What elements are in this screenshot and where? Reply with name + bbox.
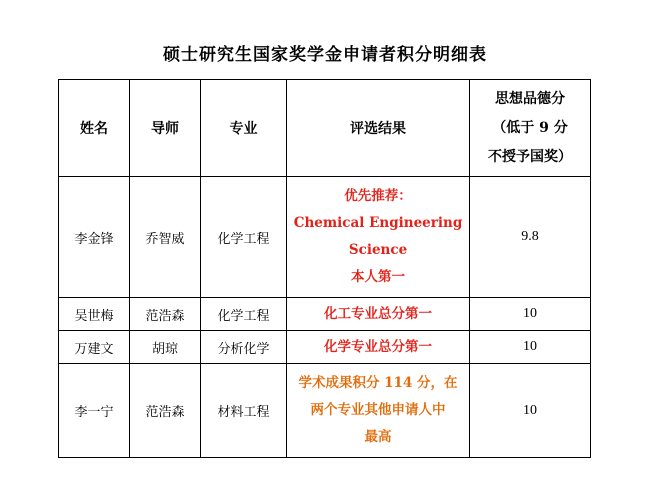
- cell-advisor: 范浩森: [130, 298, 201, 331]
- table-row: [59, 177, 591, 298]
- cell-name: 吴世梅: [59, 298, 130, 331]
- cell-advisor: 乔智威: [130, 177, 201, 298]
- table-row: [59, 331, 591, 364]
- result-line: Science: [348, 242, 408, 258]
- header-major: 专业: [201, 80, 287, 177]
- header-result: 评选结果: [287, 80, 470, 177]
- header-row: [59, 80, 591, 177]
- cell-result: [287, 298, 470, 331]
- cell-score: 10: [470, 298, 591, 331]
- header-advisor: 导师: [130, 80, 201, 177]
- cell-result: [287, 177, 470, 298]
- cell-name: 李金锋: [59, 177, 130, 298]
- cell-name: 万建文: [59, 331, 130, 364]
- cell-advisor: 胡琼: [130, 331, 201, 364]
- header-score-line: 思想品德分: [495, 90, 565, 107]
- cell-advisor: 范浩森: [130, 364, 201, 458]
- cell-major: 材料工程: [201, 364, 287, 458]
- cell-score: 10: [470, 331, 591, 364]
- result-line: 本人第一: [351, 269, 405, 285]
- cell-major: 化学工程: [201, 177, 287, 298]
- table-row: [59, 298, 591, 331]
- cell-result: [287, 364, 470, 458]
- cell-score: 10: [470, 364, 591, 458]
- cell-major: 化学工程: [201, 298, 287, 331]
- table-row: [59, 364, 591, 458]
- header-name: 姓名: [59, 80, 130, 177]
- result-line: 化学专业总分第一: [324, 338, 432, 355]
- header-score-line: 不授予国奖）: [488, 148, 572, 165]
- result-line: 优先推荐：: [344, 188, 412, 204]
- result-line: 最高: [364, 429, 392, 445]
- result-line: 化工专业总分第一: [324, 305, 432, 322]
- page-title: 硕士研究生国家奖学金申请者积分明细表: [163, 45, 487, 65]
- result-line: 学术成果积分 114 分，在: [298, 375, 458, 391]
- cell-name: 李一宁: [59, 364, 130, 458]
- score-table: [58, 79, 591, 458]
- cell-result: [287, 331, 470, 364]
- cell-major: 分析化学: [201, 331, 287, 364]
- result-line: Chemical Engineering: [293, 215, 463, 231]
- cell-score: 9.8: [470, 177, 591, 298]
- result-line: 两个专业其他申请人中: [310, 402, 446, 418]
- header-score-line: （低于 9 分: [492, 119, 568, 136]
- header-score: [470, 80, 591, 177]
